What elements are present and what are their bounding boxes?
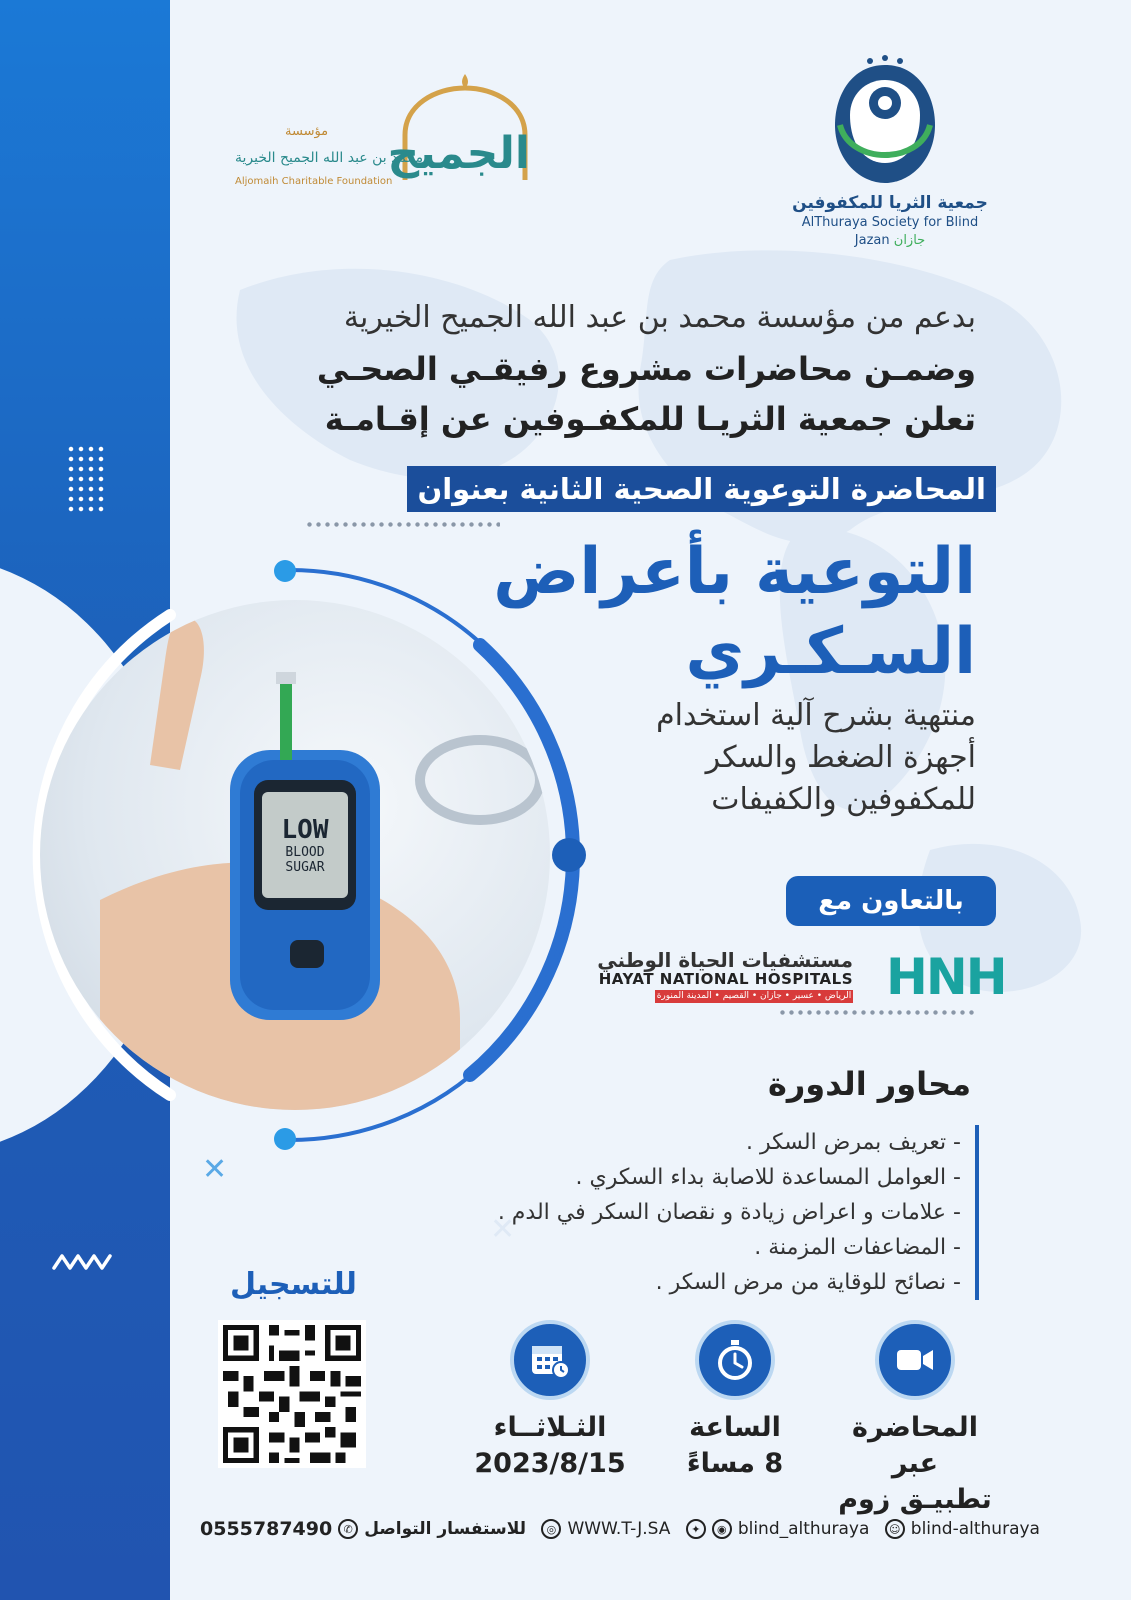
twitter-icon: ✦ — [686, 1519, 706, 1539]
sponsor-logo — [225, 70, 545, 200]
phone-number[interactable]: 0555787490 — [200, 1518, 333, 1540]
partner-name-ar: مستشفيات الحياة الوطني — [597, 948, 853, 972]
ring-dot — [274, 1128, 296, 1150]
list-item: - علامات و اعراض زيادة و نقصان السكر في الدم . — [497, 1200, 961, 1225]
snapchat-icon: ☺ — [885, 1519, 905, 1539]
registration-qr-code[interactable] — [218, 1320, 366, 1468]
course-axes-list — [498, 1125, 979, 1300]
cooperation-badge: بالتعاون مع — [786, 876, 996, 926]
social-handle-2[interactable]: blind-althuraya — [910, 1519, 1040, 1539]
instagram-icon: ◉ — [712, 1519, 732, 1539]
registration-title: للتسجيل — [230, 1267, 357, 1302]
list-item: - المضاعفات المزمنة . — [754, 1235, 961, 1260]
meter-text-blood: BLOOD — [285, 845, 325, 860]
hnh-logo-text: HNH — [886, 948, 1006, 1006]
description-line-1: منتهية بشرح آلية استخدام — [656, 698, 976, 733]
contact-group — [200, 1518, 526, 1540]
platform-info — [830, 1320, 1000, 1518]
society-name-ar: جمعية الثريا للمكفوفين — [792, 193, 988, 213]
intro-line-3: تعلن جمعية الثريـا للمكفـوفين عن إقـامـة — [324, 400, 976, 438]
list-item: - العوامل المساعدة للاصابة بداء السكري . — [575, 1165, 961, 1190]
list-item: - نصائح للوقاية من مرض السكر . — [655, 1270, 961, 1295]
intro-line-2: وضمـن محاضرات مشروع رفيقـي الصحـي — [316, 350, 976, 388]
wave-icon — [52, 1252, 116, 1272]
decorative-dot-grid — [66, 444, 106, 514]
society-name-en: AlThuraya Society for Blind — [801, 215, 979, 230]
society-city-en: Jazan — [854, 233, 890, 248]
day-line-1: الثـلاثــاء — [493, 1412, 607, 1443]
x-decoration-icon: ✕ — [202, 1152, 228, 1187]
ring-dot — [552, 838, 586, 872]
qr-code-icon — [218, 1320, 366, 1468]
platform-line-2: تطبيـق زوم — [838, 1484, 992, 1515]
time-info — [660, 1320, 810, 1482]
time-line-1: الساعة — [689, 1412, 781, 1443]
main-title-line-1: التوعية بأعراض — [493, 535, 976, 609]
platform-line-1: المحاضرة عبر — [852, 1412, 978, 1479]
course-axes-title: محاور الدورة — [767, 1065, 971, 1103]
aljomaih-brand: الجميح — [387, 128, 530, 179]
society-logo — [780, 55, 990, 255]
ring-dot — [274, 560, 296, 582]
main-title-line-2: السـكـري — [685, 615, 976, 689]
date-info — [470, 1320, 630, 1482]
foundation-ar: محمد بن عبد الله الجميح الخيرية — [235, 150, 424, 166]
foundation-ar-top: مؤسسة — [285, 124, 329, 139]
description — [656, 695, 976, 821]
website-link[interactable]: WWW.T-J.SA — [567, 1519, 671, 1539]
contact-label: للاستفسار التواصل — [364, 1519, 527, 1539]
globe-icon: ◎ — [541, 1519, 561, 1539]
society-city-ar: جازان — [893, 233, 926, 248]
whatsapp-icon: ✆ — [338, 1519, 358, 1539]
list-item: - تعريف بمرض السكر . — [746, 1130, 961, 1155]
partner-cities: الرياض • عسير • جازان • القصيم • المدينة المنورة — [656, 991, 852, 1001]
partner-name-en: HAYAT NATIONAL HOSPITALS — [598, 970, 853, 988]
video-camera-icon — [875, 1320, 955, 1400]
footer-contact-bar — [200, 1512, 1040, 1546]
description-line-2: أجهزة الضغط والسكر — [705, 740, 976, 775]
meter-screen-text — [262, 792, 348, 898]
description-line-3: للمكفوفين والكفيفات — [711, 782, 976, 817]
dotted-divider — [778, 1008, 978, 1018]
social-group-1 — [686, 1519, 870, 1539]
intro-line-1: بدعم من مؤسسة محمد بن عبد الله الجميح الخيرية — [343, 300, 976, 335]
website-group — [541, 1519, 670, 1539]
society-city — [790, 233, 990, 248]
lecture-banner: المحاضرة التوعوية الصحية الثانية بعنوان — [407, 466, 996, 512]
social-group-2 — [885, 1519, 1040, 1539]
time-line-2: 8 مساءً — [686, 1448, 784, 1479]
meter-text-sugar: SUGAR — [285, 860, 325, 875]
x-decoration-icon: ✕ — [490, 1212, 516, 1247]
calendar-icon — [510, 1320, 590, 1400]
glucometer-photo — [40, 600, 550, 1110]
foundation-en: Aljomaih Charitable Foundation — [235, 176, 393, 187]
day-line-2: 2023/8/15 — [474, 1448, 626, 1479]
meter-text-low: LOW — [281, 815, 329, 845]
hnh-logo — [886, 948, 1006, 1006]
dotted-divider — [305, 520, 500, 530]
stopwatch-icon — [695, 1320, 775, 1400]
eye-emblem-icon — [830, 55, 940, 185]
social-handle-1[interactable]: blind_althuraya — [737, 1519, 870, 1539]
